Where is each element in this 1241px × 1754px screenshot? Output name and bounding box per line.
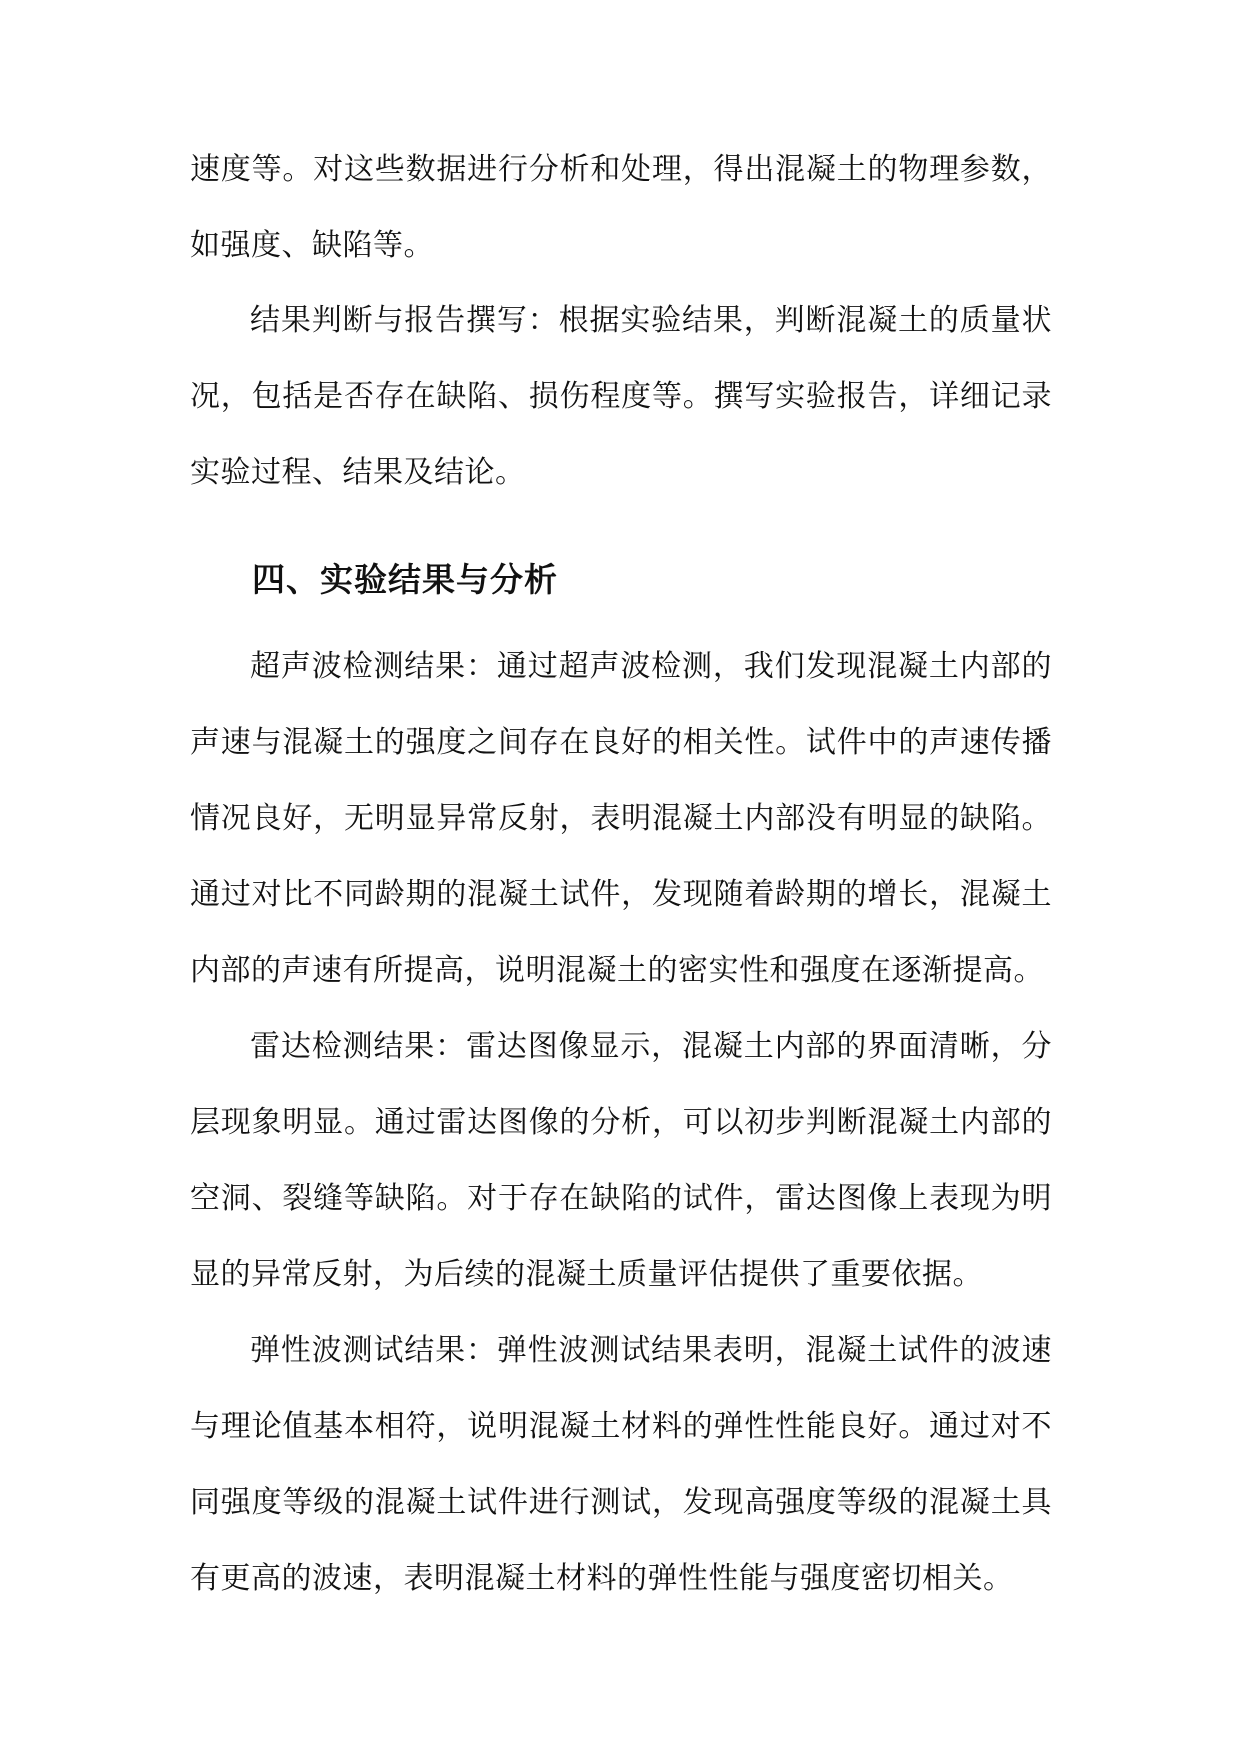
paragraph-result-judgment-report: 结果判断与报告撰写：根据实验结果，判断混凝土的质量状况，包括是否存在缺陷、损伤程度等。撰写实验报告，详细记录实验过程、结果及结论。 <box>190 303 1052 490</box>
paragraph-ultrasonic-results: 超声波检测结果：通过超声波检测，我们发现混凝土内部的声速与混凝土的强度之间存在良好的相关性。试件中的声速传播情况良好，无明显异常反射，表明混凝土内部没有明显的缺陷。通过对比不同龄期的混凝土试件，发现随着龄期的增长，混凝土内部的声速有所提高，说明混凝土的密实性和强度在逐渐提高。 <box>190 649 1052 988</box>
paragraph-radar-results: 雷达检测结果：雷达图像显示，混凝土内部的界面清晰，分层现象明显。通过雷达图像的分析，可以初步判断混凝土内部的空洞、裂缝等缺陷。对于存在缺陷的试件，雷达图像上表现为明显的异常反射，为后续的混凝土质量评估提供了重要依据。 <box>190 1029 1052 1292</box>
paragraph-data-analysis-continued: 速度等。对这些数据进行分析和处理，得出混凝土的物理参数，如强度、缺陷等。 <box>190 152 1052 263</box>
paragraph-elastic-wave-results: 弹性波测试结果：弹性波测试结果表明，混凝土试件的波速与理论值基本相符，说明混凝土材料的弹性性能良好。通过对不同强度等级的混凝土试件进行测试，发现高强度等级的混凝土具有更高的波速，表明混凝土材料的弹性性能与强度密切相关。 <box>190 1333 1052 1596</box>
section-heading: 四、实验结果与分析 <box>252 560 558 599</box>
